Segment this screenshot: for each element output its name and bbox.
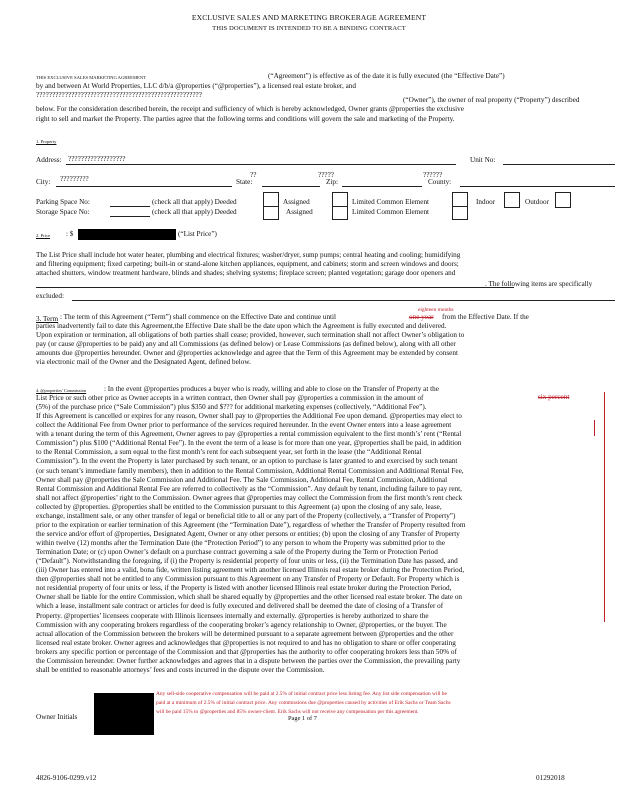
- parking-indoor-label: Indoor: [476, 198, 496, 206]
- page-number: Page 1 of 7: [288, 715, 317, 722]
- commission-line: Owner shall pay @properties the Sale Commission and Additional Fee. The Sale Commission, Additional Fee, Rental Commission, Additional: [36, 475, 448, 484]
- section-commission-heading: 4. @properties' Commission: [36, 388, 87, 393]
- intro-line-3b: (“Owner”), the owner of real property (“Property”) described: [403, 96, 580, 104]
- term-line-1b: from the Effective Date. If the: [442, 313, 529, 321]
- unit-line: [503, 164, 615, 165]
- annotation-line-2: paid at a minimum of 2.5% of initial contract price. Any commissions due @properties caused by activities of Erik Sachs or Team Sachs: [156, 700, 451, 706]
- commission-line: collected by @properties. @properties shall be entitled to the Commission pursuant to this Agreement (a) upon the closing of any sale, lease,: [36, 502, 442, 511]
- parking-line: [110, 206, 150, 207]
- county-label: County:: [428, 178, 452, 186]
- annotation-line-1: Any sell-side cooperative compensation will be paid at 2.5% of initial contract price less listing fee. Any list side compensation will be: [156, 691, 447, 697]
- section-price-heading: 2. Price: [36, 233, 51, 238]
- zip-value: ?????: [318, 171, 334, 179]
- commission-line: not residential property of four units or less, if the Property is listed with another licensed Illinois real estate broker during the Protection Period,: [36, 584, 452, 593]
- intro-line-2: by and between At World Properties, LLC d/b/a @properties (“@properties”), a licensed real estate broker, and: [36, 82, 356, 90]
- county-value: ??????: [423, 171, 443, 179]
- commission-line: brokers any specific portion or percentage of the Commission and that @properties has the authority to offer cooperating brokers less than 50% of: [36, 647, 457, 656]
- commission-line: (5%) of the purchase price (“Sale Commission”) plus $350 and $??? for additional marketing expenses (collectively, “Additional Fee”).: [36, 403, 427, 412]
- parking-assigned-label: Assigned: [283, 198, 310, 206]
- included-line-1: The List Price shall include hot water heater, plumbing and electrical fixtures; washer/dryer, sump pumps; central heating and cooling; humidifying: [36, 251, 461, 259]
- commission-line: Commission with any cooperating brokers regardless of the cooperating broker’s agency relationship to Owner, @properties, or the buyer. The: [36, 620, 447, 629]
- county-line: [460, 186, 615, 187]
- commission-line: shall not affect @properties’ right to the Commission. Owner agrees that @properties may collect the Commission from the first month’s rent check: [36, 493, 463, 502]
- zip-label: Zip:: [326, 178, 338, 186]
- commission-line: Property. @properties’ licensees cooperate with Illinois licensees internally and externally. @properties is hereby authorized to share the: [36, 611, 429, 620]
- commission-line: the service and/or effort of @properties, Designated Agent, Owner or any other persons or entities; (b) upon the closing of any Transfer of Property: [36, 529, 460, 538]
- section-property-heading: 1. Property: [36, 139, 57, 144]
- storage-label: Storage Space No:: [36, 208, 90, 216]
- included-line-2: and filtering equipment; fixed carpeting; built-in or stand-alone kitchen appliances, equipment, and cabinets; storm and screen windows and doors;: [36, 260, 459, 268]
- included-line-4-blank: [36, 287, 514, 288]
- storage-lce-checkbox[interactable]: [452, 206, 468, 220]
- commission-line: Commission”) plus $100 (“Additional Rental Fee”). In the event the term of a lease is for more than one year, @properties shall be paid, in addition: [36, 439, 462, 448]
- commission-line: (“Default”). Notwithstanding the foregoing, if (i) the Property is residential property of four units or less, (ii) the Termination Date has passed, and: [36, 557, 458, 566]
- commission-line: licensed real estate broker. Owner agrees and acknowledges that @properties is not required to and has no obligation to share or offer cooperating: [36, 638, 456, 647]
- document-id: 4826-9106-0299.v12: [36, 774, 97, 782]
- commission-line: Termination Date; or (c) upon Owner’s default on a purchase contract governing a sale of the Property during the Term or Protection Period: [36, 548, 438, 557]
- city-label: City:: [36, 178, 51, 186]
- intro-line-5: right to sell and market the Property. The parties agree that the following terms and conditions will govern the sale and marketing of the Property.: [36, 115, 455, 123]
- storage-line: [110, 216, 150, 217]
- commission-line: within twelve (12) months after the Termination Date (the “Protection Period”) to any person to whom the Property was submitted prior to the: [36, 539, 445, 548]
- term-line-4: pay (or cause @properties to be paid) any and all Commissions (as defined below) or Lease Commissions (as defined below), along with all other: [36, 340, 456, 348]
- parking-label: Parking Space No:: [36, 198, 90, 206]
- term-line-5: amounts due @properties hereunder. Owner and @properties acknowledge and agree that the Term of this Agreement may be extended by consent: [36, 349, 458, 357]
- commission-strike: six percent: [538, 393, 570, 401]
- list-price-label: (“List Price”): [178, 230, 217, 238]
- storage-lce-label: Limited Common Element: [352, 208, 430, 216]
- intro-line-3: ????????????????????????????????????????????????????: [36, 91, 202, 99]
- included-line-4: . The following items are specifically: [485, 280, 593, 288]
- term-line-3: Upon expiration or termination, all obligations of both parties shall cease; provided, however, such termination shall not affect Owner’s obligation to: [36, 331, 465, 339]
- commission-line: with a tenant during the term of this Agreement, Owner agrees to pay @properties a rental commission equivalent to the first month’s’ rent (“Rental: [36, 430, 462, 439]
- term-line-1a: : The term of this Agreement (“Term”) shall commence on the Effective Date and continue until: [60, 313, 337, 321]
- redacted-initials: [94, 693, 154, 735]
- address-value: ??????????????????: [68, 155, 126, 163]
- document-title: EXCLUSIVE SALES AND MARKETING BROKERAGE AGREEMENT: [191, 13, 427, 22]
- term-line-2: parties inadvertently fail to date this Agreement,the Effective Date shall be the date upon which the Agreement is fully executed and delivered.: [36, 322, 447, 330]
- parking-check-text: (check all that apply) Deeded: [152, 198, 237, 206]
- address-label: Address:: [36, 156, 62, 164]
- state-label: State:: [236, 178, 253, 186]
- margin-markup-tick: [594, 420, 595, 436]
- margin-markup-line: [604, 392, 605, 622]
- address-line: [66, 164, 456, 165]
- owner-initials-label: Owner Initials: [36, 713, 78, 721]
- commission-line: to the Rental Commission, a sum equal to the first month’s rent for each subsequent year, set forth in the lease (the “Additional Rental: [36, 448, 422, 457]
- commission-line: which a lease, installment sale contract or articles for deed is fully executed and delivered shall be deemed the date of closing of a Transfer of: [36, 602, 444, 611]
- commission-line: shall be entitled to reasonable attorneys’ fees and costs incurred in the dispute over the Commission.: [36, 665, 325, 674]
- document-date: 01292018: [536, 774, 565, 782]
- parking-indoor-checkbox[interactable]: [504, 192, 520, 208]
- commission-line: Owner shall be liable for the entire Commission, which shall be shared equally by @properties and the other licensed real estate broker. The date on: [36, 593, 463, 602]
- commission-line: If this Agreement is cancelled or expires for any reason, Owner shall pay to @properties the Additional Fee upon demand. @properties may elect to: [36, 412, 462, 421]
- term-line-6: via electronic mail of the Owner and the Designated Agent, defined below.: [36, 358, 251, 366]
- parking-lce-label: Limited Common Element: [352, 198, 430, 206]
- annotation-line-3: will be paid 15% to @properties and 85% owner-client. Erik Sachs will not receive any compensation per this agreement.: [156, 709, 419, 715]
- commission-line: the Commission hereunder. Owner further acknowledges and agrees that in a dispute between the parties over the Commission, the prevailing party: [36, 656, 461, 665]
- commission-line: : In the event @properties produces a buyer who is ready, willing and able to close on the Transfer of Property at the: [104, 385, 439, 393]
- storage-deeded-checkbox[interactable]: [263, 206, 279, 220]
- price-dollar: : $: [66, 230, 74, 238]
- commission-line: prior to the expiration or earlier termination of this Agreement (the “Termination Date”), regardless of whether the Transfer of Property resulted from: [36, 520, 466, 529]
- intro-label: THIS EXCLUSIVE SALES MARKETING AGREEMENT: [36, 75, 146, 80]
- commission-line: List Price or such other price as Owner accepts in a written contract, then Owner shall pay @properties a commission in the amount of: [36, 394, 424, 403]
- section-term-heading: 3. Term: [36, 315, 59, 323]
- commission-line: collect the Additional Fee from Owner prior to performance of the services required hereunder. In the event Owner enters into a lease agreement: [36, 421, 452, 430]
- commission-line: then @properties shall not be entitled to any Commission pursuant to this Agreement on any Transfer of Property or Default. For Property which is: [36, 575, 460, 584]
- city-line: [56, 186, 232, 187]
- commission-line: exchange, installment sale, or any other transfer of legal or beneficial title to all or any part of the Property (collectively, a “Transfer of Property”): [36, 511, 456, 520]
- intro-line-4: below. For the consideration described herein, the receipt and sufficiency of which is hereby acknowledged, Owner grants @properties the exclusive: [36, 105, 464, 113]
- included-line-3: attached shutters, window treatment hardware, blinds and shades; shelving systems; fireplace screen; planted vegetation; garage door openers and: [36, 269, 456, 277]
- commission-line: Commission”). In the event the Property is later purchased by such tenant, or an option to purchase is later granted to and exercised by such tenant: [36, 457, 458, 466]
- parking-outdoor-label: Outdoor: [525, 198, 549, 206]
- storage-assigned-checkbox[interactable]: [332, 206, 348, 220]
- state-value: ??: [250, 171, 257, 179]
- unit-label: Unit No:: [470, 156, 496, 164]
- commission-line: (iii) Owner has entered into a valid, bona fide, written listing agreement with another licensed Illinois real estate broker during the Protection Period,: [36, 566, 465, 575]
- storage-check-text: (check all that apply) Deeded: [152, 208, 237, 216]
- excluded-label: excluded:: [36, 292, 64, 300]
- commission-line: (or such tenant’s immediate family members), then in addition to the Rental Commission, Additional Rental Commission and Additional Rental Fee,: [36, 466, 464, 475]
- document-subtitle: THIS DOCUMENT IS INTENDED TO BE A BINDING CONTRACT: [212, 25, 406, 32]
- term-insert: eighteen months: [418, 307, 454, 313]
- zip-line: [342, 186, 422, 187]
- term-strike: one year: [409, 313, 434, 321]
- commission-line: actual allocation of the Commission between the brokers will be determined pursuant to a separate agreement between @properties and the other: [36, 629, 454, 638]
- state-line: [262, 186, 320, 187]
- redacted-price: [78, 229, 176, 240]
- commission-line: Rental Commission and Additional Rental Fee are referred to collectively as the “Commission”. Any default by tenant, including failure to pay rent,: [36, 484, 462, 493]
- storage-assigned-label: Assigned: [286, 208, 313, 216]
- city-value: ?????????: [60, 175, 89, 183]
- parking-outdoor-checkbox[interactable]: [555, 192, 571, 208]
- intro-line-1: (“Agreement”) is effective as of the date it is fully executed (the “Effective Date”): [268, 72, 505, 80]
- excluded-line: [72, 300, 615, 301]
